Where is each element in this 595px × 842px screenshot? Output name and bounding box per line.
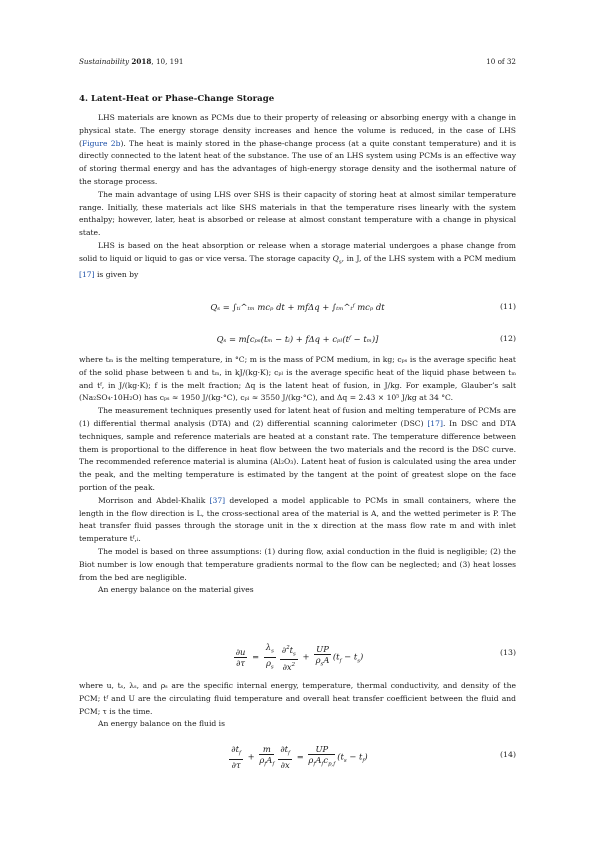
paragraph-4: where tₘ is the melting temperature, in °C; m is the mass of PCM medium, in kg; cₚₛ is the average specific heat of the solid phase between tᵢ and tₘ, in kJ/(kg·K); cₚₗ is the average specific heat of the liquid phase between tₘ and tᶠ, in J/(kg·K); f is the melt fraction; Δq is the latent heat of fusion, in J/kg. For example, Glauber’s salt (Na₂SO₄·10H₂O) has cₚₛ ≈ 1950 J/(kg·°C), cₚₗ ≈ 3550 J/(kg·°C), and Δq = 2.43 × 10⁵ J/kg at 34 °C. (79, 355, 516, 403)
equation-14-body: $\frac{\partial t_f}{\partial\tau}$ + $\frac{m}{\rho_fA_f}$ $\frac{\partial t_f}{\partial x}$ = $\frac{UP}{\rho_fA_fc_{p,f}}$ $(t_s - t_f)$ (231, 744, 368, 770)
equation-13-body: $\frac{\partial u}{\partial\tau}$ = $\frac{\lambda_s}{\rho_s}$ $\frac{\partial^2t_s}{\partial x^2}$ + $\frac{UP}{\rho_sA}$ $(t_f - t_s)$ (235, 642, 364, 672)
equation-12-body: Qₛ = m[cₚₛ(tₘ − tᵢ) + fΔq + cₚₗ(tᶠ − tₘ)] (216, 334, 379, 344)
equation-14-number: (14) (499, 750, 516, 759)
body-block-3 (79, 680, 516, 731)
page-number: 10 of 32 (486, 57, 516, 66)
equation-11 (79, 296, 516, 324)
citation-link[interactable]: [17] (79, 270, 95, 280)
journal-citation: Sustainability 2018, 10, 191 (79, 57, 184, 66)
citation-link[interactable]: [37] (209, 495, 226, 505)
paragraph-6: Morrison and Abdel-Khalik [37] developed a model applicable to PCMs in small containers, where the length in the flow direction is L, the cross-sectional area of the material is A, and the wetted perimeter is P. The heat transfer fluid passes through the storage unit in the x direction at the mass flow rate m and with inlet temperature tᶠ,ᵢ. (79, 495, 516, 544)
paragraph-3: LHS is based on the heat absorption or release when a storage material undergoes a phase change from solid to liquid or liquid to gas or vice versa. The storage capacity $Q_s$, in J, of the LHS system with a PCM medium [17] is given by (79, 240, 516, 280)
equation-13-number: (13) (499, 648, 516, 657)
equation-12 (79, 328, 516, 356)
paragraph-5: The measurement techniques presently used for latent heat of fusion and melting temperature of PCMs are (1) differential thermal analysis (DTA) and (2) differential scanning calorimeter (DSC) [17]. In DSC and DTA techniques, sample and reference materials are heated at a constant rate. The temperature difference between them is proportional to the difference in heat flow between the two materials and the record is the DSC curve. The recommended reference material is alumina (Al₂O₃). Latent heat of fusion is calculated using the area under the peak, and the melting temperature is estimated by the tangent at the point of greatest slope on the face portion of the peak. (79, 406, 516, 492)
section-title: 4. Latent-Heat or Phase-Change Storage (79, 94, 275, 104)
paragraph-8: An energy balance on the material gives (98, 585, 254, 595)
paragraph-1: LHS materials are known as PCMs due to their property of releasing or absorbing energy with a change in physical state. The energy storage density increases and hence the volume is reduced, in the case of LHS (Figure 2b). The heat is mainly stored in the phase-change process (at a quite constant temperature) and it is directly connected to the latent heat of the substance. The use of an LHS system using PCMs is an effective way of storing thermal energy and has the advantages of high-energy storage density and the isothermal nature of the storage process. (79, 113, 516, 186)
equation-11-body: Qₛ = ∫ₜᵢ^ₜₘ mcₚ dt + mfΔq + ∫ₜₘ^ₜᶠ mcₚ dt (210, 302, 385, 312)
citation-link[interactable]: [17] (427, 418, 443, 428)
equation-12-number: (12) (499, 334, 516, 343)
body-block-1 (79, 112, 516, 282)
equation-14 (79, 738, 516, 768)
paragraph-7: The model is based on three assumptions: (1) during flow, axial conduction in the fluid is negligible; (2) the Biot number is low enough that temperature gradients normal to the flow can be neglected; and (3) heat losses from the bed are negligible. (79, 546, 516, 582)
paragraph-2: The main advantage of using LHS over SHS is their capacity of storing heat at almost similar temperature range. Initially, these materials act like SHS materials in that the temperature rises linearly with the system enthalpy; however, later, heat is absorbed or release at almost constant temperature with a change in physical state. (79, 189, 516, 238)
equation-11-number: (11) (499, 302, 516, 311)
body-block-2 (79, 354, 516, 597)
equation-13 (79, 636, 516, 672)
paragraph-10: An energy balance on the fluid is (98, 719, 225, 729)
running-header (79, 57, 516, 66)
figure-link[interactable]: Figure 2b (81, 138, 121, 148)
paragraph-9: where u, tₛ, λₛ, and ρₛ are the specific internal energy, temperature, thermal conductivity, and density of the PCM; tᶠ and U are the circulating fluid temperature and overall heat transfer coefficient between the fluid and PCM; τ is the time. (79, 681, 516, 716)
